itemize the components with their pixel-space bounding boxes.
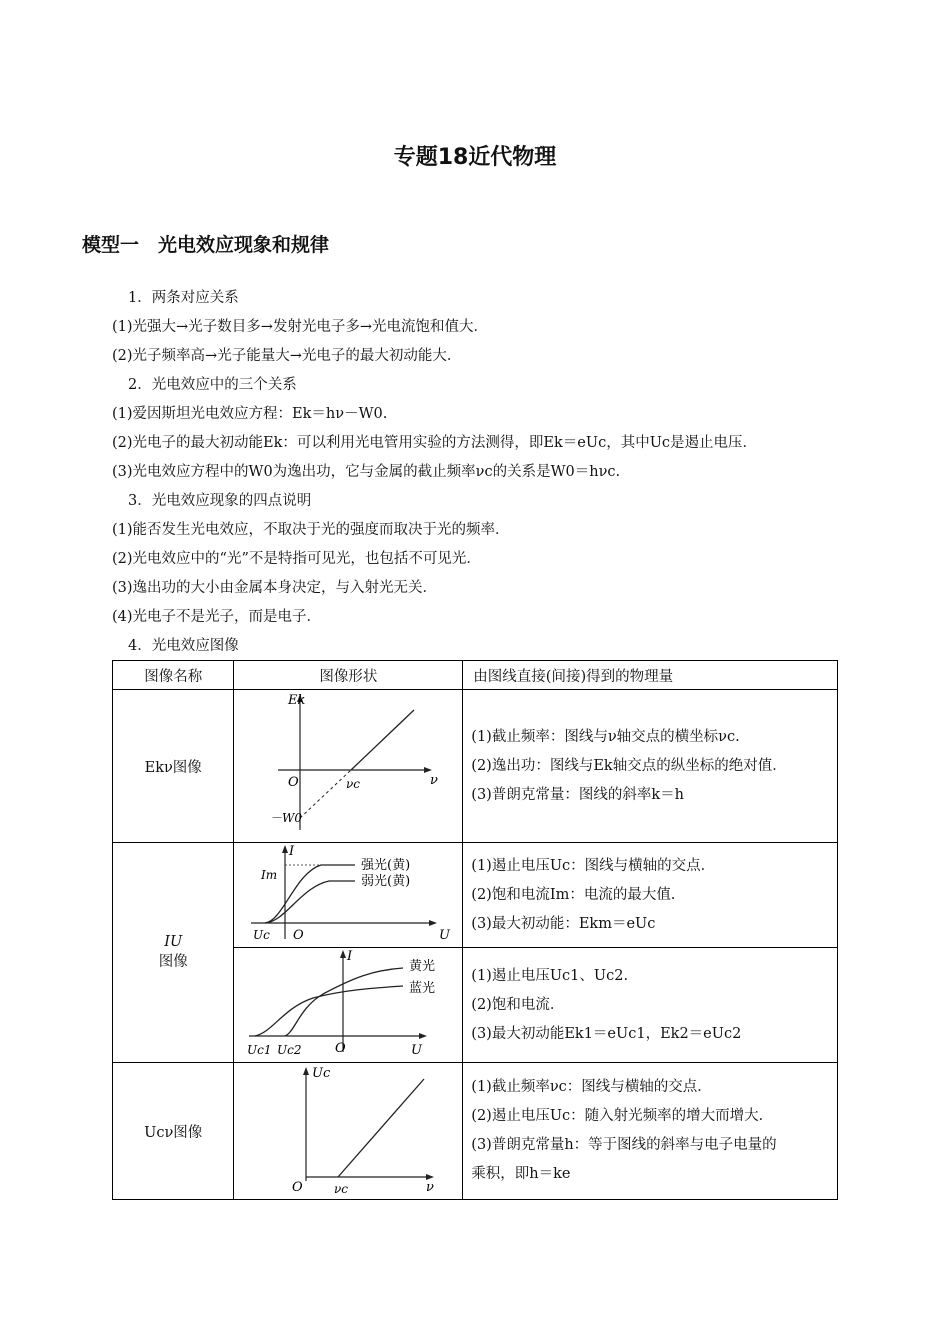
desc-item: (2)饱和电流．	[471, 996, 565, 1013]
line-5: (1)爱因斯坦光电效应方程：Ek＝hν－W0.	[112, 406, 388, 422]
desc-item: (2)饱和电流Im：电流的最大值.	[471, 886, 676, 903]
x-axis-label: U	[411, 1043, 423, 1058]
x-axis-label: U	[439, 928, 451, 943]
desc-item: (3)普朗克常量：图线的斜率k＝h	[471, 786, 684, 803]
y-arrow	[303, 1067, 309, 1075]
y-arrow	[340, 950, 346, 958]
line-10: (2)光电效应中的“光”不是特指可见光，也包括不可见光．	[112, 551, 481, 567]
y-axis-label: I	[347, 949, 353, 964]
line-11: (3)逸出功的大小由金属本身决定，与入射光无关．	[112, 580, 438, 596]
graph-cell	[234, 1063, 463, 1200]
strong-light-label: 强光(黄)	[361, 858, 411, 873]
w0-label: －W0	[270, 811, 303, 825]
table-header: 由图线直接(间接)得到的物理量	[463, 661, 838, 690]
graph-cell	[234, 690, 463, 843]
row-description	[463, 690, 838, 843]
y-axis-label: Uc	[312, 1066, 331, 1081]
origin-label: O	[335, 1041, 347, 1056]
yellow-light-label: 黄光	[409, 959, 436, 974]
desc-item: (3)最大初动能Ek1＝eUc1，Ek2＝eUc2	[471, 1025, 742, 1042]
page-title: 专题18近代物理	[393, 145, 557, 170]
desc-item: (1)遏止电压Uc1、Uc2.	[471, 967, 629, 984]
x-arrow	[419, 1033, 427, 1039]
desc-item: (3)最大初动能：Ekm＝eUc	[471, 915, 656, 932]
uc2-label: Uc2	[277, 1043, 302, 1057]
vc-label: νc	[346, 777, 361, 791]
uc-line	[338, 1079, 424, 1177]
row-description	[463, 948, 838, 1063]
graph-cell	[234, 843, 463, 948]
line-7: (3)光电效应方程中的W0为逸出功，它与金属的截止频率νc的关系是W0＝hνc.	[112, 464, 621, 480]
strong-light-curve	[265, 865, 355, 923]
photoelectric-graph-table	[112, 660, 838, 1200]
vc-label: νc	[334, 1182, 349, 1195]
table-header-row	[113, 661, 838, 690]
section-heading: 模型一 光电效应现象和规律	[82, 234, 330, 256]
ek-v-graph	[248, 690, 448, 838]
row-description	[463, 843, 838, 948]
desc-item: 乘积，即h＝ke	[471, 1166, 571, 1182]
table-row	[113, 1063, 838, 1200]
origin-label: O	[293, 928, 305, 943]
weak-light-curve	[265, 881, 355, 923]
row-name: IU 图像	[113, 843, 234, 1063]
origin-label: O	[292, 1180, 304, 1195]
uc1-label: Uc1	[247, 1043, 272, 1057]
y-arrow	[282, 845, 288, 853]
line-6: (2)光电子的最大初动能Ek：可以利用光电管用实验的方法测得，即Ek＝eUc，其中Uc是遏止电压．	[112, 435, 758, 451]
table-header: 图像形状	[234, 661, 463, 690]
line-4: 2．光电效应中的三个关系	[128, 377, 297, 393]
x-axis-label: ν	[426, 1180, 435, 1195]
im-label: Im	[261, 868, 278, 882]
desc-item: (1)遏止电压Uc：图线与横轴的交点．	[471, 857, 716, 874]
uc-v-graph	[248, 1063, 448, 1195]
table-row	[113, 690, 838, 843]
y-axis-label: I	[289, 844, 295, 859]
row-description	[463, 1063, 838, 1200]
line-13: 4．光电效应图像	[128, 638, 239, 654]
row-name: Ekν图像	[113, 690, 234, 843]
iu-graph-intensity	[243, 843, 453, 943]
line-2: (1)光强大→光子数目多→发射光电子多→光电流饱和值大．	[112, 319, 488, 335]
iu-graph-frequency	[243, 948, 453, 1058]
blue-light-curve	[255, 986, 403, 1036]
line-8: 3．光电效应现象的四点说明	[128, 493, 312, 509]
desc-item: (1)截止频率：图线与ν轴交点的横坐标νc.	[471, 728, 740, 745]
blue-light-label: 蓝光	[409, 981, 436, 996]
desc-item: (2)逸出功：图线与Ek轴交点的纵坐标的绝对值．	[471, 757, 787, 774]
weak-light-label: 弱光(黄)	[361, 874, 411, 889]
desc-item: (3)普朗克常量h：等于图线的斜率与电子电量的	[471, 1137, 777, 1153]
row-name: Ucν图像	[113, 1063, 234, 1200]
line-1: 1．两条对应关系	[128, 290, 239, 306]
graph-cell	[234, 948, 463, 1063]
line-12: (4)光电子不是光子，而是电子．	[112, 609, 322, 625]
table-row	[113, 843, 838, 948]
origin-label: O	[288, 775, 300, 790]
ek-extension	[300, 770, 351, 818]
line-9: (1)能否发生光电效应，不取决于光的强度而取决于光的频率．	[112, 522, 510, 538]
desc-item: (1)截止频率νc：图线与横轴的交点．	[471, 1079, 712, 1095]
table-header: 图像名称	[113, 661, 234, 690]
ek-line	[351, 710, 414, 770]
uc-label: Uc	[253, 928, 271, 942]
desc-item: (2)遏止电压Uc：随入射光频率的增大而增大．	[471, 1108, 774, 1124]
line-3: (2)光子频率高→光子能量大→光电子的最大初动能大．	[112, 348, 462, 364]
y-axis-label: Ek	[288, 693, 306, 708]
x-arrow	[429, 920, 437, 926]
x-axis-label: ν	[430, 773, 439, 788]
